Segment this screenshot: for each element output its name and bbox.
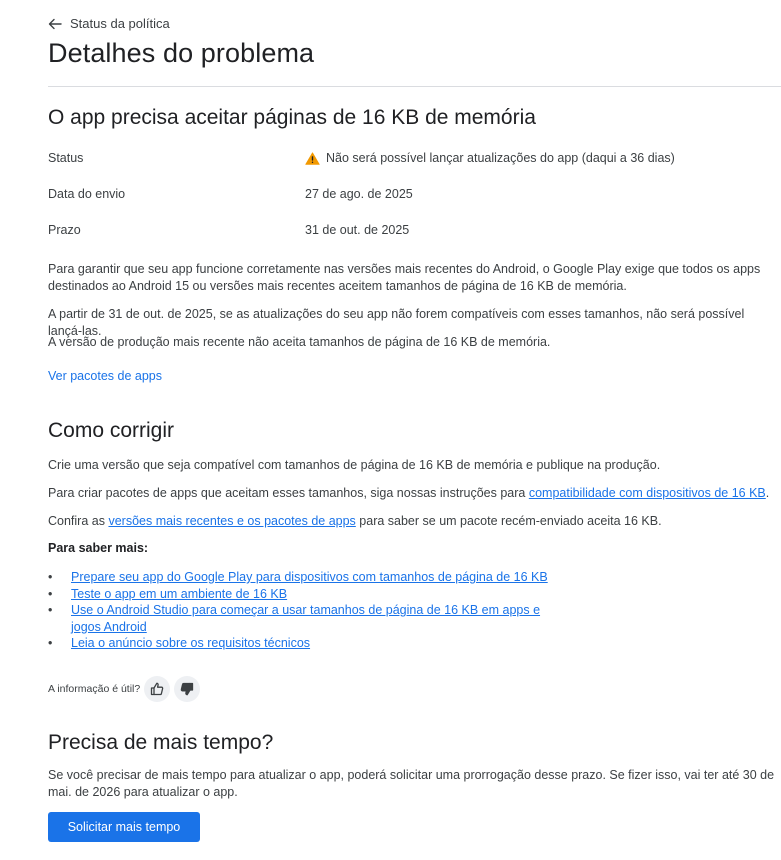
feedback-question: A informação é útil? [48, 683, 141, 695]
back-link-label: Status da política [70, 16, 170, 31]
learn-more-heading: Para saber mais: [48, 541, 149, 555]
fix-paragraph-1: Crie uma versão que seja compatível com tamanhos de página de 16 KB de memória e publique na produção. [48, 458, 661, 472]
thumbs-up-icon [150, 682, 164, 696]
test-app-link[interactable]: Teste o app em um ambiente de 16 KB [71, 586, 288, 601]
issue-paragraph-3: A versão de produção mais recente não aceita tamanhos de página de 16 KB de memória. [48, 335, 551, 349]
request-more-time-button[interactable]: Solicitar mais tempo [48, 812, 200, 842]
arrow-back-icon [48, 18, 62, 30]
thumbs-down-button[interactable] [174, 676, 200, 702]
status-value-wrap [305, 151, 675, 165]
compatibility-16kb-link[interactable]: compatibilidade com dispositivos de 16 KB [528, 486, 766, 500]
list-item [48, 602, 568, 635]
feedback [48, 676, 200, 702]
issue-paragraph-2: A partir de 31 de out. de 2025, se as atualizações do seu app não forem compatíveis com esses tamanhos, não será possível lançá-las. [48, 307, 745, 338]
thumbs-down-icon [180, 682, 194, 696]
bullet: • [48, 586, 53, 601]
fix-title: Como corrigir [48, 419, 175, 442]
fix-paragraph-3-end: para saber se um pacote recém-enviado aceita 16 KB. [355, 514, 662, 528]
list-item [48, 569, 568, 586]
divider [48, 86, 781, 87]
fix-paragraph-2-text: Para criar pacotes de apps que aceitam esses tamanhos, siga nossas instruções para [48, 486, 529, 500]
status-label: Status [48, 151, 84, 165]
bullet: • [48, 603, 53, 617]
list-item [48, 586, 568, 603]
fix-paragraph-2 [48, 485, 778, 502]
deadline-value: 31 de out. de 2025 [305, 223, 410, 237]
latest-releases-link[interactable]: versões mais recentes e os pacotes de apps [108, 514, 356, 528]
deadline-label: Prazo [48, 223, 81, 237]
page-title: Detalhes do problema [48, 38, 315, 68]
sent-date-value: 27 de ago. de 2025 [305, 187, 413, 201]
view-app-bundles-link[interactable]: Ver pacotes de apps [48, 369, 162, 383]
sent-date-label: Data do envio [48, 187, 126, 201]
more-time-title: Precisa de mais tempo? [48, 731, 274, 754]
issue-paragraph-1: Para garantir que seu app funcione corretamente nas versões mais recentes do Android, o Google Play exige que todos os apps destinados ao Android 15 ou versões mais recentes aceitem tamanhos de página de 16 KB de memória. [48, 262, 761, 293]
thumbs-up-button[interactable] [144, 676, 170, 702]
warning-icon [305, 152, 320, 165]
bullet: • [48, 636, 53, 650]
bullet: • [48, 570, 53, 584]
back-link[interactable] [48, 16, 170, 31]
prepare-app-link[interactable]: Prepare seu app do Google Play para dispositivos com tamanhos de página de 16 KB [71, 570, 548, 584]
issue-title: O app precisa aceitar páginas de 16 KB de memória [48, 106, 536, 129]
fix-paragraph-3 [48, 513, 778, 530]
fix-paragraph-2-end: . [765, 486, 770, 500]
list-item [48, 635, 568, 652]
more-time-paragraph: Se você precisar de mais tempo para atualizar o app, poderá solicitar uma prorrogação desse prazo. Se fizer isso, vai ter até 30 de mai. de 2026 para atualizar o app. [48, 768, 775, 799]
fix-paragraph-3-text: Confira as [48, 514, 109, 528]
android-studio-link[interactable]: Use o Android Studio para começar a usar tamanhos de página de 16 KB em apps e jogos Android [71, 603, 541, 634]
learn-more-list [48, 569, 568, 652]
status-value: Não será possível lançar atualizações do app (daqui a 36 dias) [326, 151, 675, 165]
announcement-link[interactable]: Leia o anúncio sobre os requisitos técnicos [71, 636, 311, 650]
